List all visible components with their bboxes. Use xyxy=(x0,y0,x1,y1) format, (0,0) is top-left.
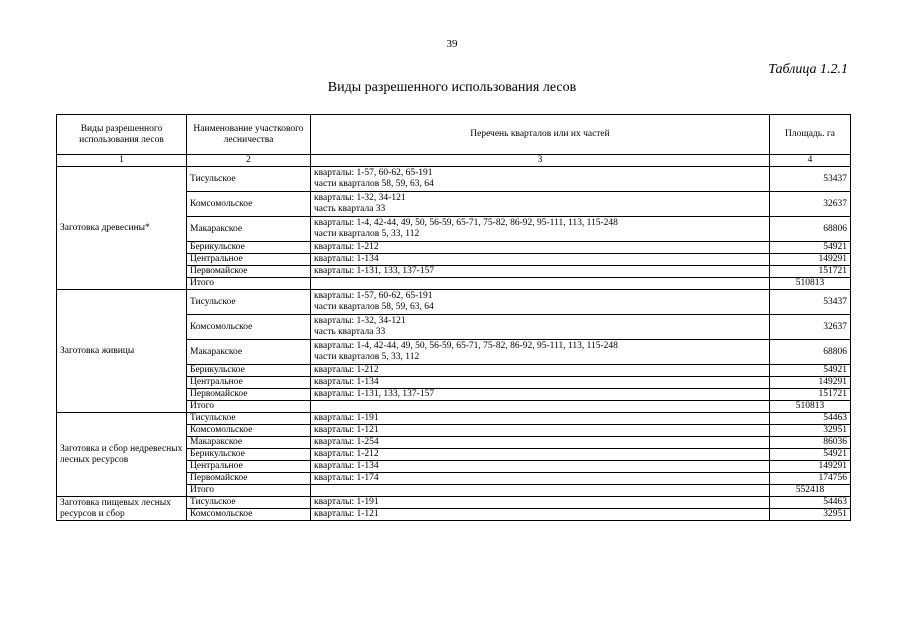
area-cell: 32951 xyxy=(770,425,851,437)
area-cell: 32951 xyxy=(770,509,851,521)
quarters-line: часть квартала 33 xyxy=(314,204,386,214)
quarters-line: кварталы: 1-4, 42-44, 49, 50, 56-59, 65-71, 75-82, 86-92, 95-111, 113, 115-248 xyxy=(314,218,618,228)
quarters-line: кварталы: 1-32, 34-121 xyxy=(314,193,406,203)
column-number: 1 xyxy=(57,155,187,167)
header-forestry-name: Наименование участкового лесничества xyxy=(187,115,311,155)
quarters-line: кварталы: 1-4, 42-44, 49, 50, 56-59, 65-71, 75-82, 86-92, 95-111, 113, 115-248 xyxy=(314,341,618,351)
forestry-name-cell: Тисульское xyxy=(187,290,311,315)
quarters-line: кварталы: 1-254 xyxy=(314,437,379,447)
quarters-cell xyxy=(311,413,770,425)
quarters-line: кварталы: 1-57, 60-62, 65-191 xyxy=(314,291,433,301)
quarters-line: кварталы: 1-134 xyxy=(314,377,379,387)
quarters-line: кварталы: 1-134 xyxy=(314,461,379,471)
table-header-row xyxy=(57,115,851,155)
total-area: 510813 xyxy=(770,278,851,290)
forestry-name-cell: Макаракское xyxy=(187,217,311,242)
total-empty-cell xyxy=(311,485,770,497)
table-row xyxy=(57,290,851,315)
total-area: 552418 xyxy=(770,485,851,497)
header-area: Площадь. га xyxy=(770,115,851,155)
quarters-line: части кварталов 58, 59, 63, 64 xyxy=(314,179,434,189)
quarters-line: части кварталов 5, 33, 112 xyxy=(314,229,420,239)
total-label: Итого xyxy=(187,485,311,497)
header-quarters-list: Перечень кварталов или их частей xyxy=(311,115,770,155)
quarters-cell xyxy=(311,461,770,473)
forestry-name-cell: Первомайское xyxy=(187,473,311,485)
quarters-line: кварталы: 1-174 xyxy=(314,473,379,483)
area-cell: 54921 xyxy=(770,449,851,461)
forestry-name-cell: Тисульское xyxy=(187,497,311,509)
quarters-cell xyxy=(311,254,770,266)
table-row xyxy=(57,413,851,425)
header-usage-type: Виды разрешенного использования лесов xyxy=(57,115,187,155)
area-cell: 32637 xyxy=(770,315,851,340)
forestry-name-cell: Макаракское xyxy=(187,437,311,449)
total-empty-cell xyxy=(311,278,770,290)
quarters-line: кварталы: 1-131, 133, 137-157 xyxy=(314,266,435,276)
usage-type-cell: Заготовка живицы xyxy=(57,290,187,413)
quarters-line: кварталы: 1-131, 133, 137-157 xyxy=(314,389,435,399)
area-cell: 68806 xyxy=(770,340,851,365)
quarters-line: кварталы: 1-212 xyxy=(314,242,379,252)
area-cell: 149291 xyxy=(770,254,851,266)
table-row xyxy=(57,497,851,509)
quarters-cell xyxy=(311,497,770,509)
quarters-line: кварталы: 1-191 xyxy=(314,497,379,507)
quarters-line: кварталы: 1-191 xyxy=(314,413,379,423)
quarters-cell xyxy=(311,192,770,217)
forestry-name-cell: Первомайское xyxy=(187,389,311,401)
area-cell: 174756 xyxy=(770,473,851,485)
area-cell: 54921 xyxy=(770,242,851,254)
area-cell: 53437 xyxy=(770,167,851,192)
forestry-name-cell: Комсомольское xyxy=(187,425,311,437)
quarters-cell xyxy=(311,377,770,389)
table-body xyxy=(57,167,851,521)
forestry-name-cell: Первомайское xyxy=(187,266,311,278)
area-cell: 151721 xyxy=(770,389,851,401)
quarters-line: части кварталов 58, 59, 63, 64 xyxy=(314,302,434,312)
usage-type-cell: Заготовка и сбор недревесных лесных ресурсов xyxy=(57,413,187,497)
quarters-cell xyxy=(311,242,770,254)
area-cell: 149291 xyxy=(770,461,851,473)
total-area: 510813 xyxy=(770,401,851,413)
forestry-name-cell: Берикульское xyxy=(187,449,311,461)
area-cell: 149291 xyxy=(770,377,851,389)
quarters-cell xyxy=(311,340,770,365)
forestry-name-cell: Берикульское xyxy=(187,365,311,377)
usage-type-cell: Заготовка древесины* xyxy=(57,167,187,290)
area-cell: 54463 xyxy=(770,413,851,425)
area-cell: 151721 xyxy=(770,266,851,278)
area-cell: 54463 xyxy=(770,497,851,509)
column-number-row xyxy=(57,155,851,167)
area-cell: 54921 xyxy=(770,365,851,377)
quarters-line: кварталы: 1-212 xyxy=(314,449,379,459)
quarters-cell xyxy=(311,425,770,437)
document-title: Виды разрешенного использования лесов xyxy=(327,80,577,95)
forestry-name-cell: Макаракское xyxy=(187,340,311,365)
table-row xyxy=(57,167,851,192)
quarters-line: кварталы: 1-212 xyxy=(314,365,379,375)
forestry-name-cell: Тисульское xyxy=(187,413,311,425)
quarters-line: кварталы: 1-32, 34-121 xyxy=(314,316,406,326)
quarters-cell xyxy=(311,449,770,461)
forestry-name-cell: Комсомольское xyxy=(187,509,311,521)
area-cell: 68806 xyxy=(770,217,851,242)
forestry-name-cell: Комсомольское xyxy=(187,315,311,340)
quarters-cell xyxy=(311,217,770,242)
quarters-cell xyxy=(311,167,770,192)
quarters-cell xyxy=(311,437,770,449)
page-number: 39 xyxy=(446,38,458,50)
quarters-line: часть квартала 33 xyxy=(314,327,386,337)
quarters-line: кварталы: 1-57, 60-62, 65-191 xyxy=(314,168,433,178)
area-cell: 32637 xyxy=(770,192,851,217)
quarters-line: кварталы: 1-134 xyxy=(314,254,379,264)
quarters-cell xyxy=(311,365,770,377)
forestry-name-cell: Берикульское xyxy=(187,242,311,254)
total-label: Итого xyxy=(187,401,311,413)
quarters-cell xyxy=(311,290,770,315)
usage-type-cell: Заготовка пищевых лесных ресурсов и сбор xyxy=(57,497,187,521)
forestry-name-cell: Центральное xyxy=(187,461,311,473)
quarters-cell xyxy=(311,473,770,485)
quarters-cell xyxy=(311,315,770,340)
column-number: 3 xyxy=(311,155,770,167)
area-cell: 86036 xyxy=(770,437,851,449)
forestry-name-cell: Комсомольское xyxy=(187,192,311,217)
forestry-name-cell: Центральное xyxy=(187,254,311,266)
quarters-line: кварталы: 1-121 xyxy=(314,509,379,519)
quarters-cell xyxy=(311,389,770,401)
land-use-table xyxy=(56,114,851,521)
area-cell: 53437 xyxy=(770,290,851,315)
table-label: Таблица 1.2.1 xyxy=(768,62,848,77)
quarters-line: кварталы: 1-121 xyxy=(314,425,379,435)
column-number: 2 xyxy=(187,155,311,167)
total-label: Итого xyxy=(187,278,311,290)
quarters-line: части кварталов 5, 33, 112 xyxy=(314,352,420,362)
quarters-cell xyxy=(311,266,770,278)
total-empty-cell xyxy=(311,401,770,413)
forestry-name-cell: Тисульское xyxy=(187,167,311,192)
forestry-name-cell: Центральное xyxy=(187,377,311,389)
column-number: 4 xyxy=(770,155,851,167)
quarters-cell xyxy=(311,509,770,521)
